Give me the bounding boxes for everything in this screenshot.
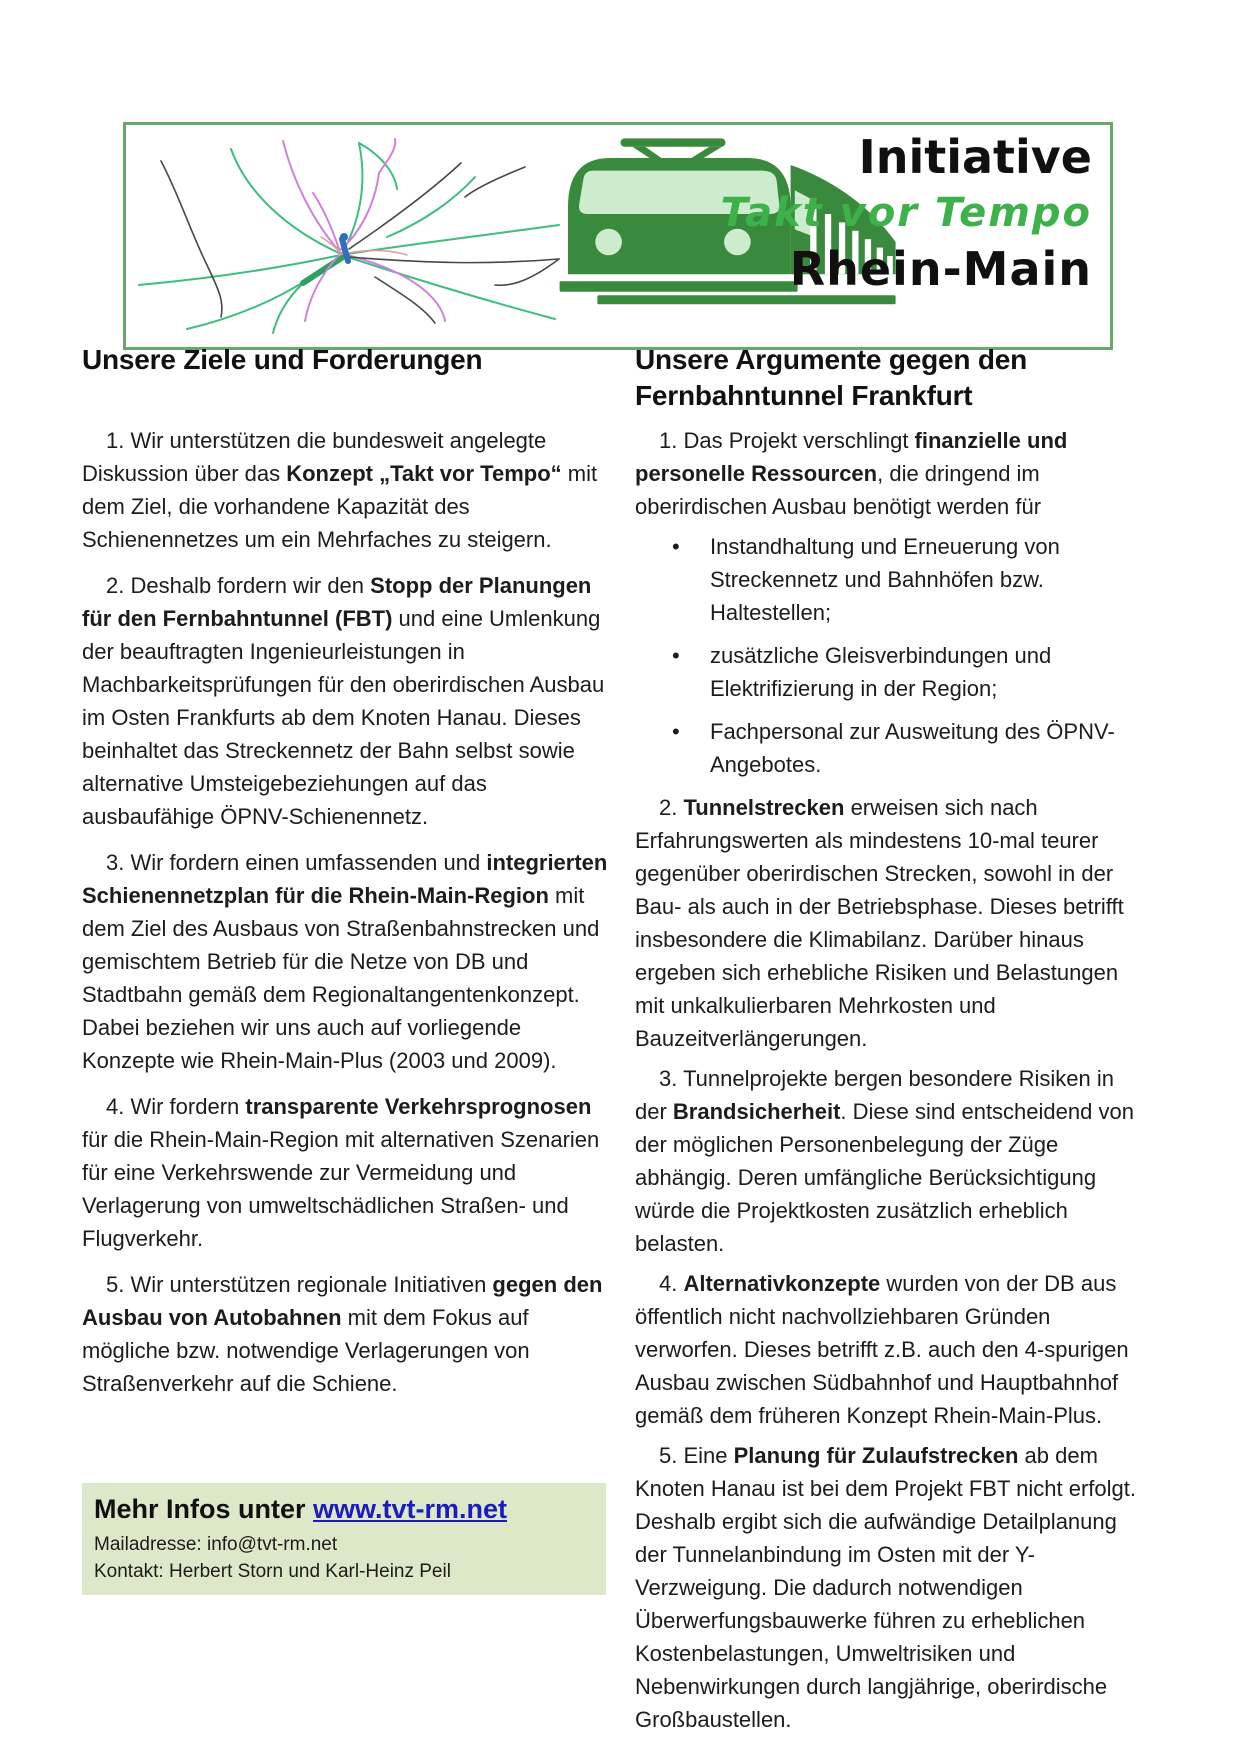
logo-wordmark (721, 129, 1092, 297)
paragraph (82, 424, 610, 556)
body-text: 1. Das Projekt verschlingt (659, 428, 915, 453)
paragraph (635, 1267, 1140, 1432)
bullet-item: • Instandhaltung und Erneuerung von Streckennetz und Bahnhöfen bzw. Haltestellen; (710, 530, 1140, 629)
body-text: 5. Wir unterstützen regionale Initiativen (106, 1272, 493, 1297)
info-heading (94, 1492, 594, 1526)
paragraph (635, 424, 1140, 523)
emphasis-text: Konzept „Takt vor Tempo“ (286, 461, 562, 486)
emphasis-text: integrierten Schienennetzplan für die Rhein-Main-Region (82, 850, 608, 908)
body-text: mit dem Ziel, die vorhandene Kapazität des Schienennetzes um ein Mehrfaches zu steigern. (82, 461, 598, 552)
body-text: mit dem Ziel des Ausbaus von Straßenbahnstrecken und gemischtem Betrieb für die Netze von DB und Stadtbahn gemäß dem Regionaltangentenkonzept. Dabei beziehen wir uns auch auf vorliegende Konzepte wie Rhein-Main-Plus (2003 und 2009). (82, 883, 600, 1073)
arguments-heading: Unsere Argumente gegen den Fernbahntunnel Frankfurt (635, 344, 1028, 411)
body-text: 4. Wir fordern (106, 1094, 246, 1119)
body-text: 2. (659, 795, 684, 820)
mail-address-line: Mailadresse: info@tvt-rm.net (94, 1534, 338, 1555)
logo-line-initiative: Initiative (858, 130, 1092, 184)
emphasis-text: Brandsicherheit (672, 1099, 841, 1124)
body-text: für die Rhein-Main-Region mit alternativen Szenarien für eine Verkehrswende zur Vermeidung und Verlagerung von umweltschädlichen Straßen- und Flugverkehr. (82, 1127, 600, 1251)
logo-banner (123, 122, 1113, 350)
body-text: ab dem Knoten Hanau ist bei dem Projekt FBT nicht erfolgt. Deshalb ergibt sich die aufwändige Detailplanung der Tunnelanbindung im Osten mit der Y-Verzweigung. Die dadurch notwendigen Überwerfungsbauwerke führen zu erheblichen Kostenbelastungen, Umweltrisiken und Nebenwirkungen durch langjährige, oberirdische Großbaustellen. (635, 1443, 1136, 1732)
logo-line-takt-vor-tempo: Takt vor Tempo (720, 190, 1092, 236)
body-text: 2. Deshalb fordern wir den (106, 573, 371, 598)
emphasis-text: Planung für Zulaufstrecken (733, 1443, 1019, 1468)
emphasis-text: gegen den Ausbau von Autobahnen (82, 1272, 603, 1330)
column-arguments (635, 342, 1140, 1743)
goals-paragraphs (82, 424, 610, 1400)
body-text: 4. (659, 1271, 684, 1296)
body-text: 5. Eine (659, 1443, 734, 1468)
body-text: 3. Wir fordern einen umfassenden und (106, 850, 487, 875)
emphasis-text: transparente Verkehrsprognosen (245, 1094, 592, 1119)
paragraph (82, 569, 610, 833)
emphasis-text: Alternativkonzepte (683, 1271, 881, 1296)
paragraph (82, 1090, 610, 1255)
body-text: 1. Wir unterstützen die bundesweit angelegte Diskussion über das (82, 428, 547, 486)
paragraph (635, 1062, 1140, 1260)
body-text: und eine Umlenkung der beauftragten Ingenieurleistungen in Machbarkeitsprüfungen für den oberirdischen Ausbau im Osten Frankfurts ab dem Knoten Hanau. Dieses beinhaltet das Streckennetz der Bahn selbst sowie alternative Umsteigebeziehungen auf das ausbaufähige ÖPNV-Schienennetz. (82, 606, 605, 829)
bullet-list (635, 530, 1140, 781)
paragraph (82, 1268, 610, 1400)
body-text: wurden von der DB aus öffentlich nicht nachvollziehbaren Gründen verworfen. Dieses betrifft z.B. auch den 4-spurigen Ausbau zwischen Südbahnhof und Hauptbahnhof gemäß dem früheren Konzept Rhein-Main-Plus. (635, 1271, 1129, 1428)
paragraph (635, 1439, 1140, 1736)
info-heading-text: Mehr Infos unter (94, 1494, 314, 1524)
paragraph (82, 846, 610, 1077)
paragraph (635, 791, 1140, 1055)
rail-network-map-image (135, 137, 563, 335)
contact-persons-line: Kontakt: Herbert Storn und Karl-Heinz Peil (94, 1561, 451, 1582)
body-text: erweisen sich nach Erfahrungswerten als mindestens 10-mal teurer gegenüber oberirdischen Strecken, sowohl in der Bau- als auch in der Betriebsphase. Dieses betrifft insbesondere die Klimabilanz. Darüber hinaus ergeben sich erhebliche Risiken und Belastungen mit unkalkulierbaren Mehrkosten und Bauzeitverlängerungen. (635, 795, 1124, 1051)
logo-line-rhein-main: Rhein-Main (789, 242, 1092, 296)
emphasis-text: Stopp der Planungen für den Fernbahntunnel (FBT) (82, 573, 592, 631)
emphasis-text: finanzielle und personelle Ressourcen (635, 428, 1068, 486)
arguments-paragraphs (635, 424, 1140, 1736)
body-text: , die dringend im oberirdischen Ausbau benötigt werden für (635, 461, 1042, 519)
emphasis-text: Tunnelstrecken (683, 795, 845, 820)
body-text: mit dem Fokus auf mögliche bzw. notwendige Verlagerungen von Straßenverkehr auf die Schiene. (82, 1305, 530, 1396)
goals-heading: Unsere Ziele und Forderungen (82, 344, 483, 375)
website-link[interactable]: www.tvt-rm.net (313, 1494, 508, 1524)
bullet-item: • Fachpersonal zur Ausweitung des ÖPNV-Angebotes. (710, 715, 1140, 781)
contact-info-box (82, 1483, 606, 1595)
column-goals (82, 342, 610, 1413)
body-text: . Diese sind entscheidend von der möglichen Personenbelegung der Züge abhängig. Deren umfängliche Berücksichtigung würde die Projektkosten zusätzlich erheblich belasten. (635, 1099, 1134, 1256)
body-text: 3. Tunnelprojekte bergen besondere Risiken in der (635, 1066, 1114, 1124)
bullet-item: • zusätzliche Gleisverbindungen und Elektrifizierung in der Region; (710, 639, 1140, 705)
